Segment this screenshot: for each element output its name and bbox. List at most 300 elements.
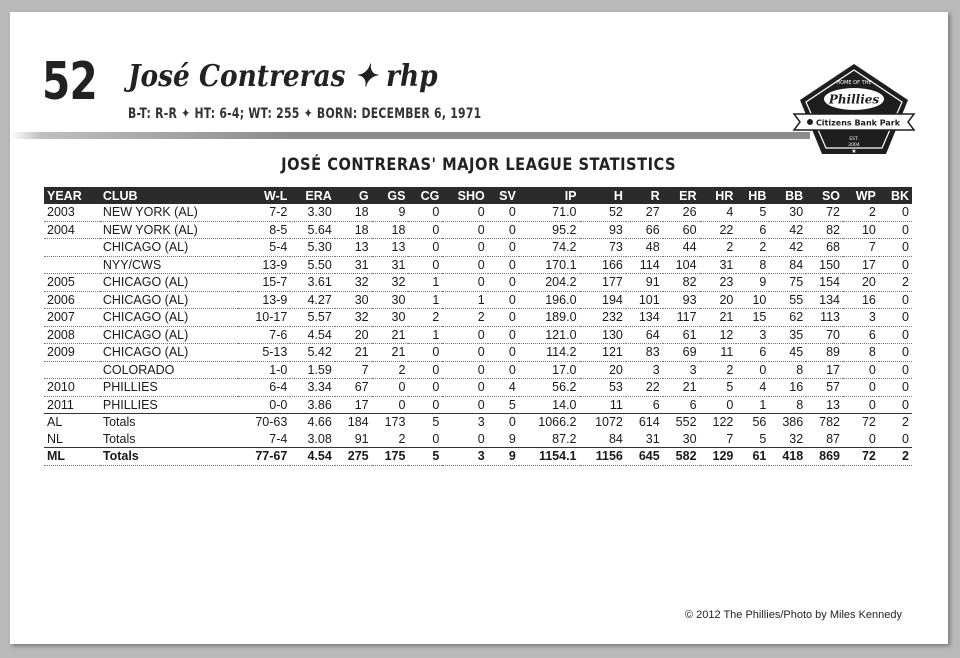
cell-hr: 4 xyxy=(700,204,737,221)
cell-sho: 2 xyxy=(442,309,487,327)
cell-hr: 2 xyxy=(700,361,737,379)
cell-year: NL xyxy=(47,431,63,446)
cell-w-l: 5-13 xyxy=(238,344,290,362)
card xyxy=(10,12,948,644)
cell-year: 2011 xyxy=(44,396,100,414)
cell-hb: 5 xyxy=(736,204,769,221)
cell-cg: 0 xyxy=(408,256,442,274)
cell-year: 2003 xyxy=(44,204,100,221)
cell-bk: 2 xyxy=(879,448,912,466)
cell-club: CHICAGO (AL) xyxy=(100,291,238,309)
cell-ip: 170.1 xyxy=(519,256,580,274)
cell-h: 232 xyxy=(580,309,626,327)
cell-ip: 196.0 xyxy=(519,291,580,309)
cell-hr: 21 xyxy=(700,309,737,327)
stats-row xyxy=(44,274,912,292)
cell-era: 4.54 xyxy=(290,448,334,466)
column-header-so: SO xyxy=(806,187,843,204)
logo-year: 2004 xyxy=(848,143,860,148)
cell-bb: 8 xyxy=(769,361,806,379)
cell-gs: 2 xyxy=(398,431,406,446)
cell-sv: 0 xyxy=(488,344,519,362)
cell-era: 3.86 xyxy=(290,396,334,414)
cell-w-l: 7-4 xyxy=(269,431,288,446)
cell-sho: 0 xyxy=(442,344,487,362)
cell-cg: 0 xyxy=(408,204,442,221)
cell-bb: 84 xyxy=(769,256,806,274)
column-header-era: ERA xyxy=(290,187,334,204)
column-header-er: ER xyxy=(663,187,700,204)
cell-er: 44 xyxy=(663,239,700,257)
cell-sv: 0 xyxy=(488,221,519,239)
cell-hb: 6 xyxy=(736,344,769,362)
player-name: José Contreras ✦ rhp xyxy=(128,59,438,94)
cell-sv: 0 xyxy=(488,361,519,379)
cell-year: ML xyxy=(44,448,100,466)
phillies-park-logo xyxy=(790,62,918,162)
cell-sho: 0 xyxy=(442,256,487,274)
cell-sho: 0 xyxy=(442,379,487,397)
jersey-number: 52 xyxy=(42,52,97,112)
cell-ip: 1154.1 xyxy=(519,448,580,466)
cell-club: PHILLIES xyxy=(100,379,238,397)
cell-bb: 62 xyxy=(769,309,806,327)
cell-sv: 0 xyxy=(488,204,519,221)
stats-section-title xyxy=(10,155,948,175)
cell-cg: 2 xyxy=(408,309,442,327)
cell-club: CHICAGO (AL) xyxy=(100,344,238,362)
cell-sv: 0 xyxy=(488,274,519,292)
cell-hr: 23 xyxy=(700,274,737,292)
cell-bk: 0 xyxy=(879,396,912,414)
cell-era: 3.30 xyxy=(290,204,334,221)
stats-row xyxy=(44,379,912,397)
cell-h: 20 xyxy=(580,361,626,379)
cell-w-l: 0-0 xyxy=(238,396,290,414)
cell-bk: 0 xyxy=(879,361,912,379)
cell-sv: 4 xyxy=(488,379,519,397)
cell-sho: 0 xyxy=(442,239,487,257)
cell-cg: 1 xyxy=(408,291,442,309)
career-total-row xyxy=(44,448,912,466)
cell-hb: 6 xyxy=(736,221,769,239)
cell-g: 17 xyxy=(335,396,372,414)
cell-wp: 20 xyxy=(843,274,879,292)
cell-bb: 8 xyxy=(769,396,806,414)
cell-so: 17 xyxy=(806,361,843,379)
cell-r: 83 xyxy=(626,344,663,362)
cell-so: 113 xyxy=(806,309,843,327)
cell-sv: 0 xyxy=(488,256,519,274)
cell-bk: 0 xyxy=(879,326,912,344)
cell-sv: 5 xyxy=(488,396,519,414)
cell-wp: 0 xyxy=(868,431,876,446)
cell-hr: 122 xyxy=(700,414,737,431)
cell-sho: 0 xyxy=(442,274,487,292)
cell-er: 69 xyxy=(663,344,700,362)
cell-hb: 4 xyxy=(736,379,769,397)
cell-sho: 3 xyxy=(442,448,487,466)
cell-cg: 5 xyxy=(408,414,442,431)
cell-sho: 0 xyxy=(442,221,487,239)
logo-star-icon: ★ xyxy=(851,148,857,155)
cell-h: 1072 xyxy=(580,414,626,431)
cell-bk: 0 xyxy=(879,239,912,257)
cell-hb: 8 xyxy=(736,256,769,274)
cell-w-l: 10-17 xyxy=(238,309,290,327)
cell-r: 31 xyxy=(645,431,660,446)
copyright-credit: © 2012 The Phillies/Photo by Miles Kennedy xyxy=(684,609,902,621)
cell-er: 82 xyxy=(663,274,700,292)
cell-r: 48 xyxy=(626,239,663,257)
stats-row xyxy=(44,256,912,274)
cell-hr: 2 xyxy=(700,239,737,257)
cell-gs: 21 xyxy=(372,326,409,344)
cell-so: 134 xyxy=(806,291,843,309)
cell-hb: 56 xyxy=(736,414,769,431)
cell-hb: 5 xyxy=(759,431,767,446)
cell-bb: 75 xyxy=(769,274,806,292)
cell-wp: 2 xyxy=(843,204,879,221)
cell-so: 82 xyxy=(806,221,843,239)
cell-h: 121 xyxy=(580,344,626,362)
cell-w-l: 5-4 xyxy=(238,239,290,257)
cell-h: 93 xyxy=(580,221,626,239)
cell-ip: 95.2 xyxy=(519,221,580,239)
cell-er: 21 xyxy=(663,379,700,397)
cell-year xyxy=(44,361,100,379)
cell-gs: 18 xyxy=(372,221,409,239)
cell-year xyxy=(44,256,100,274)
cell-so: 150 xyxy=(806,256,843,274)
cell-hr: 20 xyxy=(700,291,737,309)
cell-g: 67 xyxy=(335,379,372,397)
cell-gs: 0 xyxy=(372,396,409,414)
cell-sv: 0 xyxy=(488,291,519,309)
cell-sv: 0 xyxy=(488,326,519,344)
cell-bb: 32 xyxy=(789,431,804,446)
cell-r: 6 xyxy=(626,396,663,414)
cell-gs: 32 xyxy=(372,274,409,292)
cell-club: COLORADO xyxy=(100,361,238,379)
cell-ip: 114.2 xyxy=(519,344,580,362)
cell-cg: 0 xyxy=(408,239,442,257)
cell-year: 2008 xyxy=(44,326,100,344)
column-header-h: H xyxy=(580,187,626,204)
cell-r: 101 xyxy=(626,291,663,309)
cell-er: 61 xyxy=(663,326,700,344)
cell-gs: 173 xyxy=(372,414,409,431)
cell-w-l: 8-5 xyxy=(238,221,290,239)
cell-wp: 72 xyxy=(843,448,879,466)
cell-g: 13 xyxy=(335,239,372,257)
cell-wp: 17 xyxy=(843,256,879,274)
column-header-cg: CG xyxy=(408,187,442,204)
column-header-hb: HB xyxy=(736,187,769,204)
cell-wp: 7 xyxy=(843,239,879,257)
cell-sho: 0 xyxy=(442,204,487,221)
cell-g: 275 xyxy=(335,448,372,466)
cell-hr: 0 xyxy=(700,396,737,414)
cell-sv: 9 xyxy=(508,431,516,446)
stats-row xyxy=(44,221,912,239)
cell-year: 2005 xyxy=(44,274,100,292)
column-header-hr: HR xyxy=(700,187,737,204)
cell-er: 552 xyxy=(663,414,700,431)
cell-bk: 0 xyxy=(879,309,912,327)
cell-era: 1.59 xyxy=(290,361,334,379)
cell-h: 84 xyxy=(608,431,623,446)
cell-club: NEW YORK (AL) xyxy=(100,221,238,239)
cell-club: Totals xyxy=(102,431,136,446)
cell-w-l: 6-4 xyxy=(238,379,290,397)
cell-hb: 2 xyxy=(736,239,769,257)
cell-er: 104 xyxy=(663,256,700,274)
stats-body xyxy=(44,204,912,465)
stats-section-title-text: JOSÉ CONTRERAS' MAJOR LEAGUE STATISTICS xyxy=(281,155,677,175)
cell-wp: 8 xyxy=(843,344,879,362)
cell-bk: 0 xyxy=(879,291,912,309)
cell-hr: 12 xyxy=(700,326,737,344)
cell-cg: 1 xyxy=(408,274,442,292)
column-header-w-l: W-L xyxy=(238,187,290,204)
cell-bk: 0 xyxy=(879,221,912,239)
cell-so: 154 xyxy=(806,274,843,292)
cell-bk: 0 xyxy=(902,431,909,446)
cell-bk: 0 xyxy=(879,256,912,274)
cell-year xyxy=(44,239,100,257)
cell-hb: 61 xyxy=(736,448,769,466)
cell-h: 166 xyxy=(580,256,626,274)
cell-wp: 16 xyxy=(843,291,879,309)
column-header-sho: SHO xyxy=(442,187,487,204)
cell-club: Totals xyxy=(100,414,238,431)
cell-so: 87 xyxy=(826,431,841,446)
cell-so: 72 xyxy=(806,204,843,221)
cell-h: 130 xyxy=(580,326,626,344)
stats-row xyxy=(44,204,912,221)
cell-club: CHICAGO (AL) xyxy=(100,326,238,344)
cell-so: 89 xyxy=(806,344,843,362)
cell-hr: 129 xyxy=(700,448,737,466)
cell-hr: 31 xyxy=(700,256,737,274)
cell-bb: 42 xyxy=(769,221,806,239)
cell-bb: 55 xyxy=(769,291,806,309)
cell-hb: 0 xyxy=(736,361,769,379)
cell-w-l: 13-9 xyxy=(238,291,290,309)
cell-g: 32 xyxy=(335,274,372,292)
cell-h: 53 xyxy=(580,379,626,397)
cell-gs: 13 xyxy=(372,239,409,257)
cell-cg: 0 xyxy=(408,221,442,239)
cell-gs: 175 xyxy=(372,448,409,466)
cell-era: 3.34 xyxy=(290,379,334,397)
column-header-r: R xyxy=(626,187,663,204)
cell-sho: 0 xyxy=(442,326,487,344)
stats-row xyxy=(44,326,912,344)
cell-ip: 14.0 xyxy=(519,396,580,414)
cell-cg: 0 xyxy=(408,344,442,362)
cell-club: CHICAGO (AL) xyxy=(100,274,238,292)
cell-h: 11 xyxy=(580,396,626,414)
cell-bk: 2 xyxy=(879,414,912,431)
logo-park-name: Citizens Bank Park xyxy=(815,118,901,128)
cell-hb: 15 xyxy=(736,309,769,327)
cell-ip: 17.0 xyxy=(519,361,580,379)
cell-bb: 386 xyxy=(769,414,806,431)
logo-est: EST. xyxy=(849,137,859,142)
cell-era: 5.64 xyxy=(290,221,334,239)
cell-ip: 71.0 xyxy=(519,204,580,221)
cell-cg: 0 xyxy=(408,396,442,414)
cell-cg: 5 xyxy=(408,448,442,466)
cell-bk: 2 xyxy=(879,274,912,292)
cell-bb: 418 xyxy=(769,448,806,466)
cell-er: 30 xyxy=(682,431,697,446)
column-header-g: G xyxy=(335,187,372,204)
cell-g: 32 xyxy=(335,309,372,327)
cell-gs: 0 xyxy=(372,379,409,397)
cell-club: CHICAGO (AL) xyxy=(100,309,238,327)
header-rule xyxy=(10,132,810,139)
cell-h: 52 xyxy=(580,204,626,221)
cell-bb: 35 xyxy=(769,326,806,344)
cell-g: 31 xyxy=(335,256,372,274)
cell-g: 91 xyxy=(354,431,369,446)
cell-ip: 204.2 xyxy=(519,274,580,292)
cell-r: 114 xyxy=(626,256,663,274)
cell-hb: 1 xyxy=(736,396,769,414)
cell-club: NYY/CWS xyxy=(100,256,238,274)
column-header-bb: BB xyxy=(769,187,806,204)
stats-header-row xyxy=(44,187,912,204)
logo-top-text: HOME OF THE xyxy=(836,80,872,86)
cell-club: CHICAGO (AL) xyxy=(100,239,238,257)
cell-so: 68 xyxy=(806,239,843,257)
cell-er: 582 xyxy=(663,448,700,466)
cell-r: 22 xyxy=(626,379,663,397)
cell-hr: 22 xyxy=(700,221,737,239)
cell-w-l: 70-63 xyxy=(238,414,290,431)
cell-gs: 30 xyxy=(372,309,409,327)
cell-r: 66 xyxy=(626,221,663,239)
cell-sho: 0 xyxy=(442,396,487,414)
cell-hb: 9 xyxy=(736,274,769,292)
cell-er: 93 xyxy=(663,291,700,309)
cell-year: 2007 xyxy=(44,309,100,327)
cell-era: 5.42 xyxy=(290,344,334,362)
stats-row xyxy=(44,396,912,414)
stats-row xyxy=(44,344,912,362)
cell-cg: 1 xyxy=(408,326,442,344)
cell-sho: 0 xyxy=(477,431,485,446)
cell-bk: 0 xyxy=(879,204,912,221)
cell-w-l: 1-0 xyxy=(238,361,290,379)
league-total-row xyxy=(44,431,912,448)
cell-sv: 0 xyxy=(488,239,519,257)
cell-cg: 0 xyxy=(432,431,440,446)
cell-ip: 87.2 xyxy=(552,431,577,446)
cell-ip: 74.2 xyxy=(519,239,580,257)
cell-w-l: 7-6 xyxy=(238,326,290,344)
cell-year: 2010 xyxy=(44,379,100,397)
cell-bb: 16 xyxy=(769,379,806,397)
cell-sho: 1 xyxy=(442,291,487,309)
cell-year: 2009 xyxy=(44,344,100,362)
cell-era: 3.08 xyxy=(307,431,332,446)
cell-sho: 3 xyxy=(442,414,487,431)
cell-era: 4.54 xyxy=(290,326,334,344)
cell-hr: 5 xyxy=(700,379,737,397)
stats-table xyxy=(44,187,912,466)
cell-era: 3.61 xyxy=(290,274,334,292)
cell-so: 869 xyxy=(806,448,843,466)
cell-er: 117 xyxy=(663,309,700,327)
cell-w-l: 13-9 xyxy=(238,256,290,274)
column-header-gs: GS xyxy=(372,187,409,204)
cell-bb: 30 xyxy=(769,204,806,221)
cell-bk: 0 xyxy=(879,379,912,397)
cell-r: 64 xyxy=(626,326,663,344)
column-header-ip: IP xyxy=(519,187,580,204)
cell-wp: 0 xyxy=(843,396,879,414)
cell-cg: 0 xyxy=(408,379,442,397)
cell-ip: 121.0 xyxy=(519,326,580,344)
cell-h: 194 xyxy=(580,291,626,309)
cell-club: Totals xyxy=(100,448,238,466)
cell-w-l: 77-67 xyxy=(238,448,290,466)
cell-r: 3 xyxy=(626,361,663,379)
cell-sv: 0 xyxy=(488,309,519,327)
stats-row xyxy=(44,309,912,327)
cell-er: 26 xyxy=(663,204,700,221)
cell-er: 60 xyxy=(663,221,700,239)
cell-r: 645 xyxy=(626,448,663,466)
cell-club: NEW YORK (AL) xyxy=(100,204,238,221)
cell-ip: 56.2 xyxy=(519,379,580,397)
cell-g: 184 xyxy=(335,414,372,431)
cell-r: 614 xyxy=(626,414,663,431)
cell-so: 57 xyxy=(806,379,843,397)
cell-wp: 72 xyxy=(843,414,879,431)
logo-bell-icon xyxy=(807,119,813,125)
cell-r: 134 xyxy=(626,309,663,327)
cell-h: 73 xyxy=(580,239,626,257)
column-header-club: CLUB xyxy=(100,187,238,204)
cell-er: 3 xyxy=(663,361,700,379)
cell-g: 18 xyxy=(335,204,372,221)
cell-r: 27 xyxy=(626,204,663,221)
cell-gs: 30 xyxy=(372,291,409,309)
cell-bk: 0 xyxy=(879,344,912,362)
cell-gs: 2 xyxy=(372,361,409,379)
cell-sv: 9 xyxy=(488,448,519,466)
cell-w-l: 15-7 xyxy=(238,274,290,292)
cell-gs: 21 xyxy=(372,344,409,362)
cell-year: 2006 xyxy=(44,291,100,309)
stats-row xyxy=(44,361,912,379)
column-header-year: YEAR xyxy=(44,187,100,204)
logo-team-name: Phillies xyxy=(828,92,880,107)
stats-row xyxy=(44,291,912,309)
player-bio: B-T: R-R ✦ HT: 6-4; WT: 255 ✦ BORN: DECEMBER 6, 1971 xyxy=(128,106,482,122)
cell-club: PHILLIES xyxy=(100,396,238,414)
column-header-wp: WP xyxy=(843,187,879,204)
stats-row xyxy=(44,239,912,257)
column-header-sv: SV xyxy=(488,187,519,204)
cell-g: 21 xyxy=(335,344,372,362)
cell-wp: 0 xyxy=(843,361,879,379)
